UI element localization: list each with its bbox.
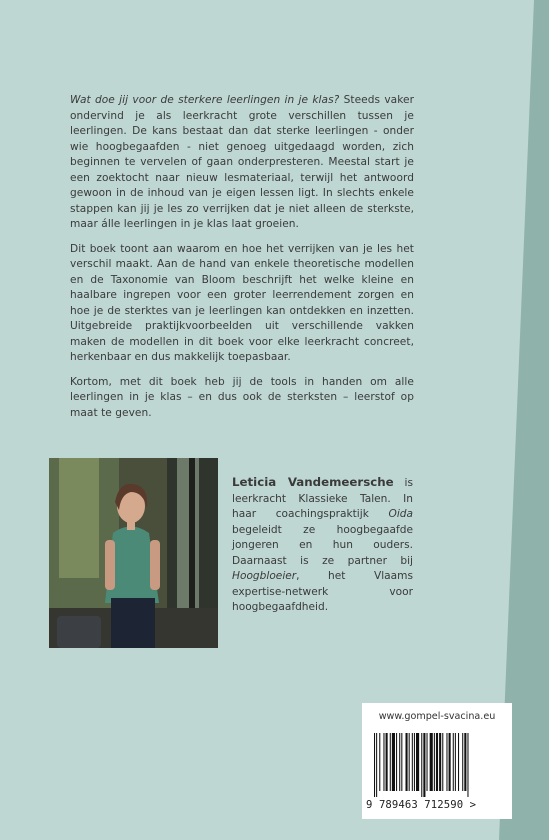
barcode-panel xyxy=(362,703,512,819)
barcode-bar xyxy=(401,733,402,791)
barcode-bar xyxy=(464,733,466,791)
barcode-bar xyxy=(390,733,391,791)
author-bio-text-1: is leerkracht Klassieke Talen. In haar coachingspraktijk xyxy=(232,477,413,520)
blurb-paragraph-2: Dit boek toont aan waarom en hoe het verrijken van je les het verschil maakt. Aan de hand van enkele theoretische modellen en de Taxonomie van Bloom beschrijft het welke kleine en haalbare ingrepen voor een groter leerrendement zorgen en hoe je de sterktes van je leerlingen kan ontdekken en inzetten. Uitgebreide praktijkvoorbeelden uit verschillende vakken maken de modellen in dit boek voor elke leerkracht concreet, herkenbaar en dus makkelijk toepasbaar. xyxy=(70,242,414,363)
barcode-bar xyxy=(427,733,428,791)
barcode-bar xyxy=(458,733,459,791)
author-photo xyxy=(49,458,218,648)
barcode-bar xyxy=(421,733,422,797)
author-name: Leticia Vandemeersche xyxy=(232,475,394,489)
blurb-lead-question: Wat doe jij voor de sterkere leerlingen in je klas? xyxy=(70,94,340,106)
author-bio xyxy=(232,475,413,616)
barcode-bar xyxy=(453,733,454,791)
isbn-number: 9 789463 712590 > xyxy=(366,799,477,811)
barcode-bar xyxy=(436,733,438,791)
barcode-bar xyxy=(434,733,435,791)
barcode-bar xyxy=(409,733,410,791)
isbn-barcode xyxy=(370,733,504,797)
blurb-paragraph-1-text: Steeds vaker ondervind je als leerkracht grote verschillen tussen je leerlingen. De kans bestaat dan dat sterke leerlingen - onder wie hoogbegaafden - niet genoeg uitgedaagd worden, zich beginnen te vervelen of gaan onderpresteren. Meestal start je een zoektocht naar nieuw lesmateriaal, terwijl het antwoord gewoon in de inhoud van je eigen lessen ligt. In slechts enkele stappen kan jij je les zo verrijken dat je niet alleen de sterkste, maar álle leerlingen in je klas laat groeien. xyxy=(70,94,415,230)
blurb-paragraph-3: Kortom, met dit boek heb jij de tools in handen om alle leerlingen in je klas – en dus ook de sterksten – leerstof op maat te geven. xyxy=(70,375,414,419)
barcode-bar xyxy=(446,733,447,791)
barcode-bar xyxy=(399,733,400,791)
barcode-bar xyxy=(467,733,468,797)
barcode-bar xyxy=(406,733,408,791)
blurb-text xyxy=(70,93,414,430)
barcode-bar xyxy=(379,733,380,791)
blurb-paragraph-1 xyxy=(70,93,414,233)
barcode-bar xyxy=(414,733,415,791)
barcode-bar xyxy=(430,733,433,791)
publisher-url: www.gompel-svacina.eu xyxy=(378,711,496,722)
author-practice-name: Oida xyxy=(388,508,413,520)
barcode-bar xyxy=(455,733,456,791)
author-bio-text-3: , het Vlaams expertise-netwerk voor hoogbegaafdheid. xyxy=(232,570,413,613)
barcode-bar xyxy=(374,733,375,797)
barcode-bar xyxy=(412,733,413,791)
barcode-bar xyxy=(442,733,443,791)
barcode-bar xyxy=(376,733,377,797)
barcode-bar xyxy=(386,733,388,791)
author-network-name: Hoogbloeier xyxy=(232,570,297,582)
barcode-bar xyxy=(392,733,395,791)
barcode-bar xyxy=(383,733,384,791)
barcode-bar xyxy=(423,733,425,797)
barcode-bar xyxy=(439,733,441,791)
author-bio-text-2: begeleidt ze hoogbegaafde jongeren en hun ouders. Daarnaast is ze partner bij xyxy=(232,523,413,567)
barcode-bar xyxy=(416,733,419,791)
barcode-bar xyxy=(449,733,451,791)
barcode-bar xyxy=(462,733,463,791)
barcode-bar xyxy=(396,733,397,791)
